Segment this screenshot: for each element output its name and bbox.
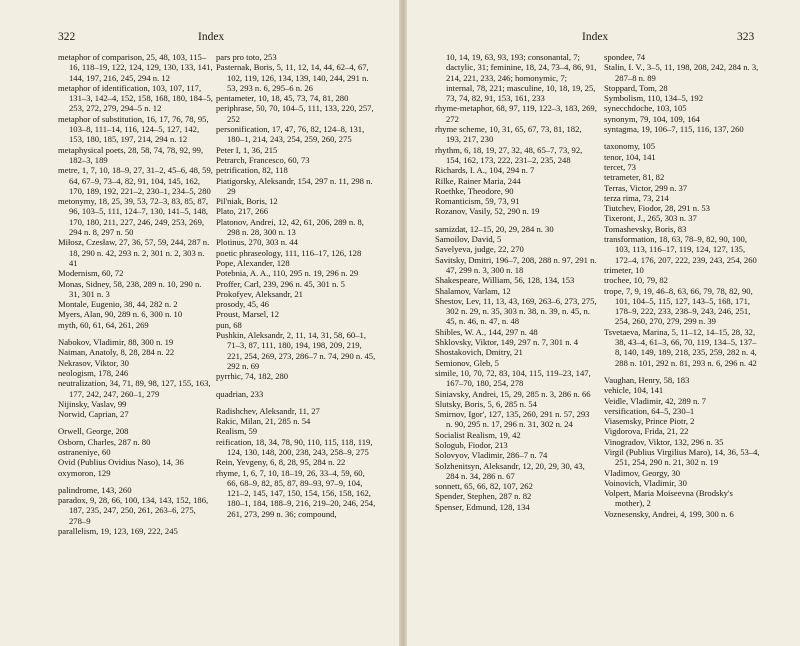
index-entry: Pope, Alexander, 128 bbox=[216, 257, 290, 268]
index-entry: terza rima, 73, 214 bbox=[604, 192, 669, 203]
index-entry: Pasternak, Boris, 5, 11, 12, 14, 44, 62–4, 67, 102, 119, 126, 134, 139, 140, 244, 291 n. 53, 293 n. 6, 295–6 n. 26 bbox=[216, 62, 369, 93]
index-entry: neutralization, 34, 71, 89, 98, 127, 155, 163, 177, 242, 247, 260–1, 279 bbox=[58, 378, 211, 399]
index-entry: Proffer, Carl, 239, 296 n. 45, 301 n. 5 bbox=[216, 278, 345, 289]
index-entry: Nekrasov, Viktor, 30 bbox=[58, 357, 129, 368]
index-entry: Realism, 59 bbox=[216, 426, 258, 437]
index-entry: Vaughan, Henry, 58, 183 bbox=[604, 374, 690, 385]
index-entry: versification, 64–5, 230–1 bbox=[604, 405, 695, 416]
index-entry: ostraneniye, 60 bbox=[58, 446, 111, 457]
index-entry: Volpert, Maria Moiseevna (Brodsky's mother), 2 bbox=[604, 488, 733, 509]
index-entry: Spenser, Edmund, 128, 134 bbox=[435, 501, 530, 512]
index-entry: Siniavsky, Andrei, 15, 29, 285 n. 3, 286 n. 66 bbox=[435, 388, 591, 399]
index-entry: trimeter, 10 bbox=[604, 264, 644, 275]
running-head-left: Index bbox=[198, 31, 225, 43]
index-entry: trochee, 10, 79, 82 bbox=[604, 275, 668, 286]
running-head-right: Index bbox=[582, 31, 609, 43]
index-entry: Shestov, Lev, 11, 13, 43, 169, 263–6, 273, 275, 302 n. 29, n. 35, 303 n. 38, n. 39, n. 45, n. 45, n. 46, n. 47, n. 48 bbox=[435, 295, 597, 327]
index-entry: metonymy, 18, 25, 39, 53, 72–3, 83, 85, 87, 96, 103–5, 111, 124–7, 130, 141–5, 148, 170, 180, 211, 227, 246, 249, 253, 269, 294 n. 8, 297 n. 50 bbox=[58, 196, 209, 238]
index-entry: pyrrhic, 74, 182, 280 bbox=[216, 371, 289, 382]
index-entry: Rakic, Milan, 21, 285 n. 54 bbox=[216, 416, 311, 427]
index-entry: Peter I, 1, 36, 215 bbox=[216, 144, 278, 155]
right-page-column-1 bbox=[435, 52, 597, 512]
index-entry: samizdat, 12–15, 20, 29, 284 n. 30 bbox=[435, 223, 554, 234]
index-entry: tenor, 104, 141 bbox=[604, 151, 656, 162]
index-entry: Smirnov, Igor', 127, 135, 260, 291 n. 57, 293 n. 90, 295 n. 17, 296 n. 31, 302 n. 24 bbox=[435, 409, 590, 430]
index-entry: tercet, 73 bbox=[604, 161, 636, 172]
index-entry: Shalamov, Varlam, 12 bbox=[435, 285, 511, 296]
index-entry: Solzhenitsyn, Aleksandr, 12, 20, 29, 30, 43, 284 n. 34, 286 n. 67 bbox=[435, 460, 585, 481]
index-entry: 10, 14, 19, 63, 93, 193; consonantal, 7; dactylic, 31; feminine, 18, 24, 73–4, 86, 91, 214, 221, 233, 246; homonymic, 7; internal, 78, 221; masculine, 10, 18, 19, 25, 73, 74, 82, 91, 153, 161, 233 bbox=[446, 52, 597, 104]
index-entry: Symbolism, 110, 134–5, 192 bbox=[604, 93, 703, 104]
left-page bbox=[0, 0, 399, 646]
index-entry: Voznesensky, Andrei, 4, 199, 300 n. 6 bbox=[604, 508, 734, 519]
index-entry: Modernism, 60, 72 bbox=[58, 268, 124, 279]
index-entry: Romanticism, 59, 73, 91 bbox=[435, 196, 520, 207]
index-entry: poetic phraseology, 111, 116–17, 126, 128 bbox=[216, 247, 362, 258]
index-entry: Socialist Realism, 19, 42 bbox=[435, 429, 521, 440]
index-entry: quadrian, 233 bbox=[216, 388, 264, 399]
index-entry: metaphysical poets, 28, 58, 74, 78, 92, 99, 182–3, 189 bbox=[58, 144, 204, 165]
index-entry: Richards, I. A., 104, 294 n. 7 bbox=[435, 165, 535, 176]
index-entry: Sologub, Fiodor, 213 bbox=[435, 439, 508, 450]
index-entry: simile, 10, 70, 72, 83, 104, 115, 119–23, 147, 167–70, 180, 254, 278 bbox=[435, 367, 591, 389]
index-entry: Samoilov, David, 5 bbox=[435, 234, 502, 245]
index-entry: tetrameter, 81, 82 bbox=[604, 172, 665, 183]
left-page-column-1 bbox=[58, 52, 214, 536]
index-entry: Rein, Yevgeny, 6, 8, 28, 95, 284 n. 22 bbox=[216, 457, 346, 468]
index-entry: Savitsky, Dmitri, 196–7, 208, 288 n. 97, 291 n. 47, 299 n. 3, 300 n. 18 bbox=[435, 254, 597, 275]
index-entry: myth, 60, 61, 64, 261, 269 bbox=[58, 319, 149, 330]
index-entry: pentameter, 10, 18, 45, 73, 74, 81, 280 bbox=[216, 93, 349, 104]
index-entry: Ovid (Publius Ovidius Naso), 14, 36 bbox=[58, 457, 184, 468]
index-entry: palindrome, 143, 260 bbox=[58, 484, 132, 495]
index-entry: neologism, 178, 246 bbox=[58, 367, 129, 378]
index-entry: Plotinus, 270, 303 n. 44 bbox=[216, 237, 298, 248]
index-entry: Myers, Alan, 90, 289 n. 6, 300 n. 10 bbox=[58, 309, 183, 320]
index-entry: Semionov, Gleb, 5 bbox=[435, 357, 499, 368]
index-entry: Proust, Marsel, 12 bbox=[216, 309, 280, 320]
index-entry: Vigdorova, Frida, 21, 22 bbox=[604, 426, 689, 437]
index-entry: trope, 7, 9, 19, 46–8, 63, 66, 79, 78, 82, 90, 101, 104–5, 115, 127, 143–5, 168, 171, 178–9, 222, 233, 238–9, 243, 246, 251, 254, 260, 270, 279, 299 n. 39 bbox=[604, 285, 753, 327]
right-page-column-2 bbox=[604, 52, 762, 519]
index-entry: reification, 18, 34, 78, 90, 110, 115, 118, 119, 124, 130, 148, 200, 238, 243, 258–9, 275 bbox=[216, 436, 373, 457]
index-entry: metaphor of substitution, 16, 17, 76, 78, 95, 103–8, 111–14, 116, 124–5, 127, 142, 153, 180, 185, 197, 214, 294 n. 12 bbox=[58, 113, 209, 145]
index-entry: transformation, 18, 63, 78–9, 82, 90, 100, 103, 113, 116–17, 119, 124, 127, 135, 172–4, 176, 207, 222, 239, 243, 254, 260 bbox=[604, 234, 757, 265]
index-entry: Montale, Eugenio, 38, 44, 282 n. 2 bbox=[58, 299, 178, 310]
index-entry: metre, 1, 7, 10, 18–9, 27, 31–2, 45–6, 48, 59, 64, 67–9, 73–4, 82, 91, 104, 145, 162, 170, 189, 192, 221–2, 230–1, 234–5, 280 bbox=[58, 165, 213, 196]
index-entry: Viasemsky, Prince Piotr, 2 bbox=[604, 416, 695, 427]
index-entry: Veidle, Vladimir, 42, 289 n. 7 bbox=[604, 395, 706, 406]
index-entry: Rozanov, Vasily, 52, 290 n. 19 bbox=[435, 206, 540, 217]
index-entry: vehicle, 104, 141 bbox=[604, 385, 664, 396]
index-entry: pun, 68 bbox=[216, 319, 242, 330]
index-entry: Nabokov, Vladimir, 88, 300 n. 19 bbox=[58, 337, 174, 348]
index-entry: sonnett, 65, 66, 82, 107, 262 bbox=[435, 481, 533, 492]
index-entry: Norwid, Caprian, 27 bbox=[58, 409, 129, 420]
index-entry: Stalin, I. V., 3–5, 11, 198, 208, 242, 284 n. 3, 287–8 n. 89 bbox=[604, 62, 759, 83]
index-entry: Shakespeare, William, 56, 128, 134, 153 bbox=[435, 275, 575, 286]
index-entry: synonym, 79, 104, 109, 164 bbox=[604, 113, 700, 124]
book-gutter bbox=[399, 0, 407, 646]
index-entry: paradox, 9, 28, 66, 100, 134, 143, 152, 186, 187, 235, 247, 250, 261, 263–6, 275, 278–9 bbox=[58, 495, 209, 526]
index-entry: metaphor of identification, 103, 107, 117, 131–3, 142–4, 152, 158, 168, 180, 184–5, 253, 272, 279, 294–5 n. 12 bbox=[58, 82, 213, 114]
index-entry: Roethke, Theodore, 90 bbox=[435, 185, 514, 196]
index-entry: Voinovich, Vladimir, 30 bbox=[604, 477, 687, 488]
index-entry: Vinogradov, Viktor, 132, 296 n. 35 bbox=[604, 436, 724, 447]
index-entry: Pil'niak, Boris, 12 bbox=[216, 196, 278, 207]
index-entry: Monas, Sidney, 58, 238, 289 n. 10, 290 n. 31, 301 n. 3 bbox=[58, 278, 202, 299]
left-page-column-2 bbox=[216, 52, 376, 519]
index-entry: petrification, 82, 118 bbox=[216, 165, 288, 176]
index-entry: Radishchev, Aleksandr, 11, 27 bbox=[216, 405, 320, 416]
index-entry: Naiman, Anatoly, 8, 28, 284 n. 22 bbox=[58, 347, 175, 358]
index-entry: Nijinsky, Vaslav, 99 bbox=[58, 398, 127, 409]
index-entry: rhyme-metaphor, 68, 97, 119, 122–3, 183, 269, 272 bbox=[435, 103, 597, 124]
index-entry: pars pro toto, 253 bbox=[216, 52, 277, 62]
index-entry: Tixeront, J., 265, 303 n. 37 bbox=[604, 213, 697, 224]
index-entry: Terras, Victor, 299 n. 37 bbox=[604, 182, 688, 193]
index-entry: rhyme scheme, 10, 31, 65, 67, 73, 81, 182, 193, 217, 230 bbox=[435, 124, 582, 145]
index-entry: Pushkin, Aleksandr, 2, 11, 14, 31, 58, 60–1, 71–3, 87, 111, 180, 194, 198, 209, 219, 221, 254, 269, 273, 286–7 n. 74, 290 n. 45, 292 n. 69 bbox=[216, 330, 376, 371]
index-entry: Solovyov, Vladimir, 286–7 n. 74 bbox=[435, 450, 548, 461]
index-entry: rhyme, 1, 6, 7, 10, 18–19, 26, 33–4, 59, 60, 66, 68–9, 82, 85, 87, 89–93, 97–9, 104, 121–2, 145, 147, 150, 154, 156, 158, 162, 180–1, 184, 188–9, 216, 219–20, 246, 254, 261, 273, 299 n. 36; compound, bbox=[216, 467, 376, 519]
index-entry: synecchdoche, 103, 105 bbox=[604, 103, 687, 114]
index-entry: Shibles, W. A., 144, 297 n. 48 bbox=[435, 326, 538, 337]
index-entry: Platonov, Andrei, 12, 42, 61, 206, 289 n. 8, 298 n. 28, 300 n. 13 bbox=[216, 216, 364, 238]
index-entry: rhythm, 6, 18, 19, 27, 32, 48, 65–7, 73, 92, 154, 162, 173, 222, 231–2, 235, 248 bbox=[435, 144, 583, 165]
index-entry: Virgil (Publius Virgilius Maro), 14, 36, 53–4, 251, 254, 290 n. 21, 302 n. 19 bbox=[604, 446, 760, 468]
index-entry: syntagma, 19, 106–7, 115, 116, 137, 260 bbox=[604, 124, 744, 135]
index-entry: Tsvetaeva, Marina, 5, 11–12, 14–15, 28, 32, 38, 43–4, 61–3, 66, 70, 119, 134–5, 137–8, 140, 149, 189, 218, 235, 259, 282 n. 4, 288 n. 101, 292 n. 81, 293 n. 6, 296 n. 42 bbox=[604, 326, 757, 368]
index-entry: parallelism, 19, 123, 169, 222, 245 bbox=[58, 526, 178, 537]
index-entry: Tiutchev, Fiodor, 28, 291 n. 53 bbox=[604, 203, 710, 214]
index-entry: Spender, Stephen, 287 n. 82 bbox=[435, 491, 532, 502]
page-number-right: 323 bbox=[737, 31, 755, 43]
index-entry: Piatigorsky, Aleksandr, 154, 297 n. 11, 298 n. 29 bbox=[216, 175, 373, 196]
index-entry: spondee, 74 bbox=[604, 52, 646, 62]
index-entry: Osborn, Charles, 287 n. 80 bbox=[58, 436, 151, 447]
index-entry: personification, 17, 47, 76, 82, 124–8, 131, 180–1, 214, 243, 254, 259, 260, 275 bbox=[216, 124, 365, 145]
index-entry: Shostakovich, Dmitry, 21 bbox=[435, 347, 523, 358]
index-entry: periphrase, 50, 70, 104–5, 111, 133, 220, 257, 252 bbox=[216, 103, 374, 124]
index-entry: Vladimov, Georgy, 30 bbox=[604, 467, 681, 478]
index-entry: oxymoron, 129 bbox=[58, 467, 111, 478]
index-entry: Petrarch, Francesco, 60, 73 bbox=[216, 154, 310, 165]
index-entry: Rilke, Rainer Maria, 244 bbox=[435, 175, 521, 186]
index-entry: taxonomy, 105 bbox=[604, 141, 655, 152]
index-entry: Savelyeva, judge, 22, 270 bbox=[435, 244, 524, 255]
index-entry: Plato, 217, 266 bbox=[216, 206, 269, 217]
index-entry: Miłosz, Czesław, 27, 36, 57, 59, 244, 287 n. 18, 290 n. 42, 293 n. 2, 301 n. 2, 303 n. 41 bbox=[58, 237, 210, 268]
right-page bbox=[407, 0, 800, 646]
page-number-left: 322 bbox=[58, 31, 76, 43]
index-entry: Stoppard, Tom, 28 bbox=[604, 82, 668, 93]
index-entry: metaphor of comparison, 25, 48, 103, 115–16, 118–19, 122, 124, 129, 130, 133, 141, 144, 197, 216, 245, 294 n. 12 bbox=[58, 52, 213, 83]
index-entry: Prokofyev, Aleksandr, 21 bbox=[216, 288, 303, 299]
index-entry: Slutsky, Boris, 5, 6, 285 n. 54 bbox=[435, 398, 537, 409]
index-entry: Shklovsky, Viktor, 149, 297 n. 7, 301 n. 4 bbox=[435, 337, 579, 348]
index-entry: Potebnia, A. A., 110, 295 n. 19, 296 n. 29 bbox=[216, 268, 359, 279]
index-entry: Tomashevsky, Boris, 83 bbox=[604, 223, 687, 234]
index-entry: prosody, 45, 46 bbox=[216, 299, 269, 310]
index-entry: Orwell, George, 208 bbox=[58, 426, 129, 437]
